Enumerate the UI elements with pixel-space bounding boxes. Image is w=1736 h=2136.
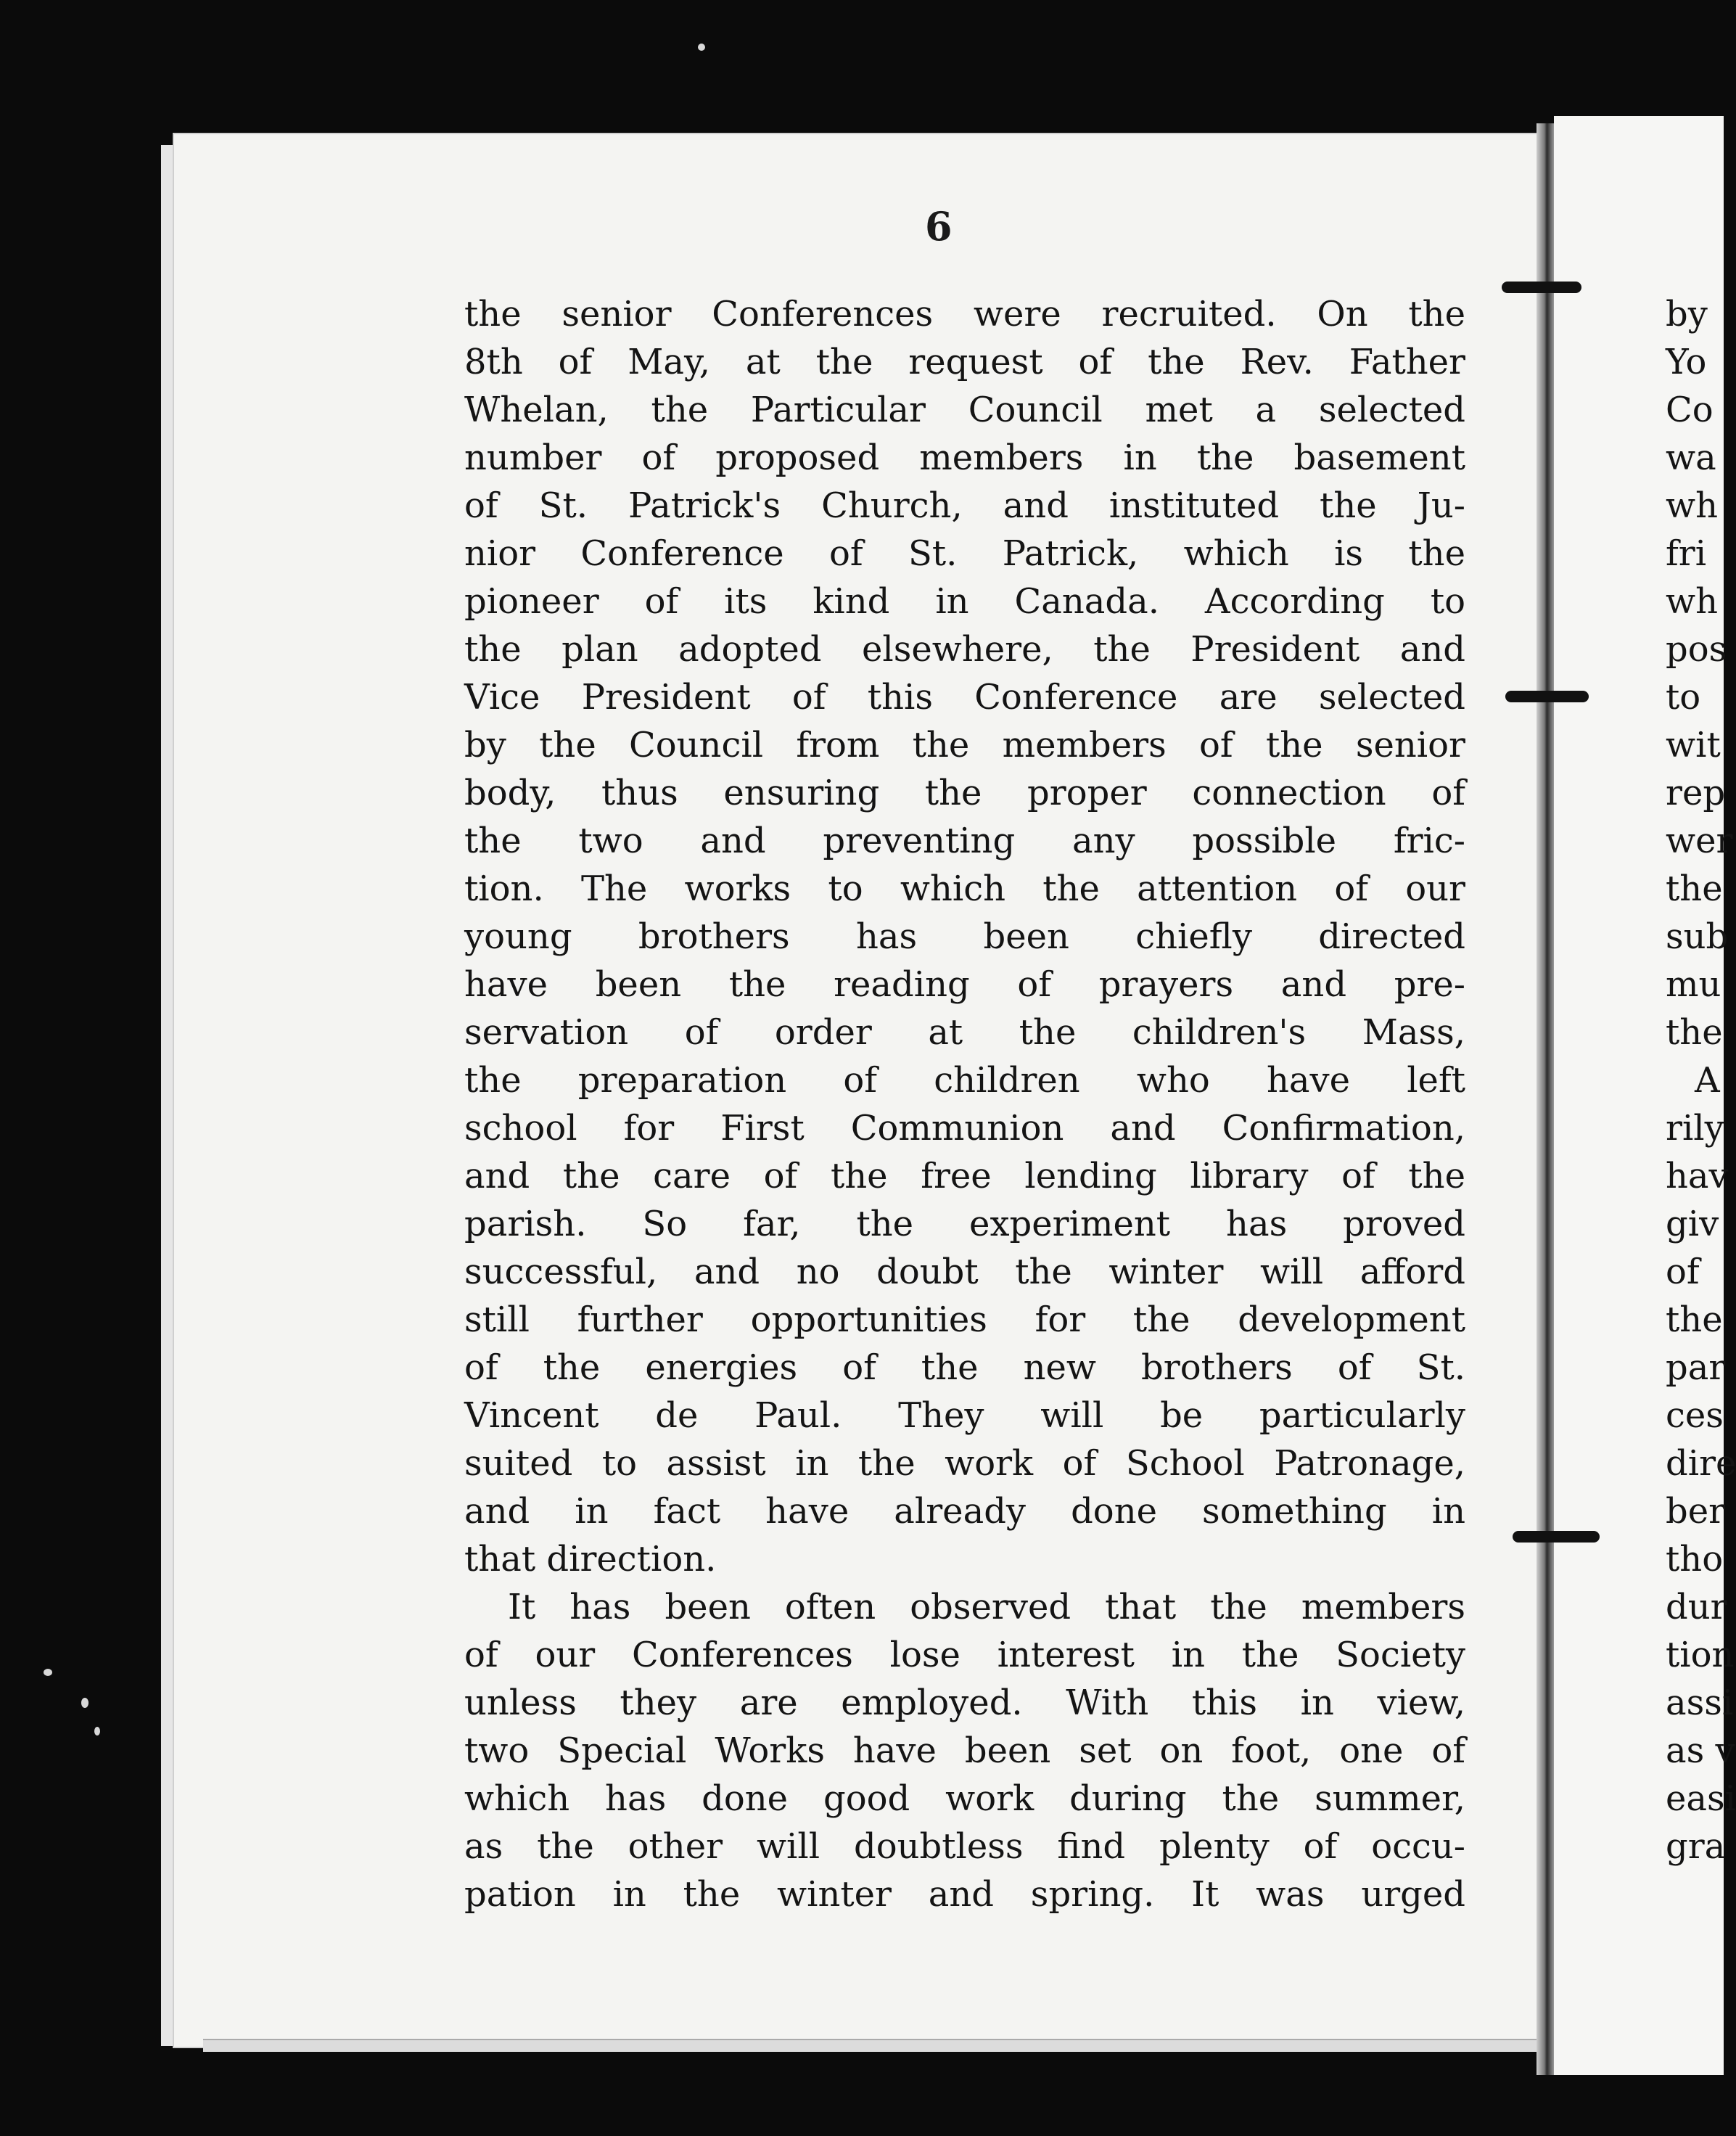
text-fragment: of [1666, 1252, 1700, 1292]
text-line: parish. So far, the experiment has proved [464, 1204, 1465, 1244]
text-line: the preparation of children who have left [464, 1060, 1465, 1101]
binding-stitch [1502, 282, 1581, 293]
text-line: school for First Communion and Confirmation, [464, 1108, 1465, 1149]
text-line: the two and preventing any possible fric- [464, 821, 1465, 861]
text-line: 8th of May, at the request of the Rev. Father [464, 342, 1465, 382]
text-fragment: the [1666, 1299, 1723, 1340]
text-fragment: Yo [1666, 342, 1707, 382]
text-fragment: giv [1666, 1204, 1719, 1244]
text-fragment: rily [1666, 1108, 1724, 1149]
text-fragment: par [1666, 1347, 1726, 1388]
text-fragment: dur [1666, 1587, 1727, 1627]
text-fragment: Co [1666, 390, 1714, 430]
scan-speck [94, 1727, 100, 1735]
text-line: Vincent de Paul. They will be particularly [464, 1395, 1465, 1436]
scan-speck [44, 1669, 52, 1676]
text-line: the plan adopted elsewhere, the President and [464, 629, 1465, 670]
text-line: two Special Works have been set on foot, one of [464, 1730, 1465, 1771]
text-line: Whelan, the Particular Council met a selected [464, 390, 1465, 430]
text-line: still further opportunities for the development [464, 1299, 1465, 1340]
left-page-body [464, 290, 1465, 1918]
text-fragment: the [1666, 1012, 1723, 1053]
text-line: by the Council from the members of the senior [464, 725, 1465, 765]
text-line: which has done good work during the summer, [464, 1778, 1465, 1819]
page-number: 6 [925, 203, 953, 250]
text-line: unless they are employed. With this in view, [464, 1683, 1465, 1723]
text-line: the senior Conferences were recruited. On the [464, 294, 1465, 334]
text-fragment: tho [1666, 1539, 1724, 1580]
binding-stitch [1513, 1531, 1600, 1543]
scan-speck [81, 1698, 89, 1708]
text-fragment: dire [1666, 1443, 1736, 1484]
book-gutter [1537, 123, 1554, 2075]
text-fragment: to [1666, 677, 1701, 718]
text-fragment: wa [1666, 438, 1716, 478]
text-line: successful, and no doubt the winter will afford [464, 1252, 1465, 1292]
text-fragment: the [1666, 868, 1723, 909]
scan-speck [698, 44, 705, 51]
text-line: suited to assist in the work of School Patronage, [464, 1443, 1465, 1484]
binding-stitch [1505, 691, 1589, 702]
text-line: tion. The works to which the attention of our [464, 868, 1465, 909]
text-fragment: by [1666, 294, 1708, 334]
text-line: body, thus ensuring the proper connection of [464, 773, 1465, 813]
text-line: of our Conferences lose interest in the Society [464, 1635, 1465, 1675]
text-line: and the care of the free lending library of the [464, 1156, 1465, 1196]
text-fragment: pos [1666, 629, 1727, 670]
text-fragment: gra [1666, 1826, 1726, 1867]
text-fragment: wit [1666, 725, 1721, 765]
text-line: as the other will doubtless find plenty of occu- [464, 1826, 1465, 1867]
text-line: and in fact have already done something in [464, 1491, 1465, 1532]
text-line: pation in the winter and spring. It was urged [464, 1874, 1465, 1915]
text-fragment: mu [1666, 964, 1721, 1005]
left-page-bottom-edge [203, 2039, 1567, 2052]
text-fragment: ber [1666, 1491, 1726, 1532]
paragraph-last-line: that direction. [464, 1539, 717, 1580]
text-fragment: A [1695, 1060, 1720, 1101]
text-fragment: fri [1666, 533, 1707, 574]
right-page-body [1666, 290, 1736, 1870]
text-fragment: hav [1666, 1156, 1729, 1196]
text-line: Vice President of this Conference are selected [464, 677, 1465, 718]
text-line: of the energies of the new brothers of St. [464, 1347, 1465, 1388]
text-line: have been the reading of prayers and pre- [464, 964, 1465, 1005]
text-fragment: wh [1666, 485, 1718, 526]
text-line: number of proposed members in the basement [464, 438, 1465, 478]
text-fragment: tion [1666, 1635, 1735, 1675]
text-fragment: wh [1666, 581, 1718, 622]
text-line: young brothers has been chiefly directed [464, 916, 1465, 957]
text-fragment: ces [1666, 1395, 1724, 1436]
text-fragment: as v [1666, 1730, 1735, 1771]
paragraph-first-line: It has been often observed that the members [508, 1587, 1465, 1627]
text-fragment: easi [1666, 1778, 1736, 1819]
text-fragment: wer [1666, 821, 1733, 861]
text-fragment: rep [1666, 773, 1726, 813]
text-line: nior Conference of St. Patrick, which is the [464, 533, 1465, 574]
text-line: servation of order at the children's Mass, [464, 1012, 1465, 1053]
text-fragment: assi [1666, 1683, 1734, 1723]
text-line: pioneer of its kind in Canada. According to [464, 581, 1465, 622]
text-line: of St. Patrick's Church, and instituted the Ju- [464, 485, 1465, 526]
text-fragment: sub [1666, 916, 1729, 957]
